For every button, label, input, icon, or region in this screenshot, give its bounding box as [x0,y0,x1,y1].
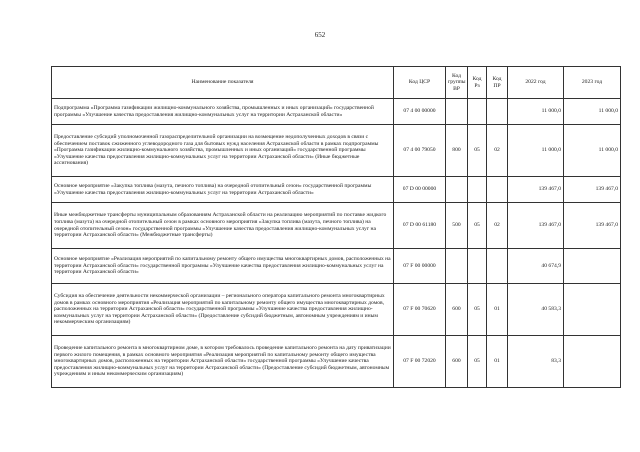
row-name: Иные межбюджетные трансферты муниципальным образованиям Астраханской области на реализацию мероприятий по поставке жидкого топлива (мазута) на очередной отопительный сезон в рамках основного мероприятия «Закупка топлива (мазута, печного топлива) на очередной отопительный сезон» государственной программы «Улучшение качества предоставления жилищно-коммунальных услуг на территории Астраханской области» (Межбюджетные трансферты) [52,203,394,249]
header-group: Код группы ВР [446,67,468,99]
header-2022: 2022 год [508,67,564,99]
table-row [52,249,621,284]
table-header-row [52,67,621,99]
row-name: Предоставление субсидий уполномоченной газораспределительной организации на возмещение недополученных доходов в связи с обеспечением поставок сжиженного углеводородного газа для бытовых нужд населения Астраханской области в рамках подпрограммы «Программа газификации жилищно-коммунального хозяйства, промышленных и иных организаций» государственной программы «Улучшение качества предоставления жилищно-коммунальных услуг на территории Астраханской области» (Иные бюджетные ассигнования) [52,125,394,177]
row-2023: 139 467,0 [564,203,621,249]
row-pr [487,99,508,125]
row-csr: 07 4 00 00000 [394,99,446,125]
row-2022: 83,3 [508,336,564,388]
row-name: Субсидия на обеспечение деятельности некоммерческой организации – регионального оператора капитального ремонта многоквартирных домов в рамках основного мероприятия «Реализация мероприятий по капитальному ремонту общего имущества многоквартирных домов, расположенных на территории Астраханской области» государственной программы «Улучшение качества предоставления жилищно-коммунальных услуг на территории Астраханской области» (Предоставление субсидий бюджетным, автономным учреждениям и иным некоммерческим организациям) [52,284,394,336]
row-2023 [564,284,621,336]
row-pr: 02 [487,125,508,177]
table-row [52,99,621,125]
table-row [52,177,621,203]
row-pr [487,177,508,203]
row-2023: 11 000,0 [564,125,621,177]
row-2022: 40 674,9 [508,249,564,284]
row-name: Основное мероприятие «Реализация мероприятий по капитальному ремонту общего имущества многоквартирных домов, расположенных на территории Астраханской области» государственной программы «Улучшение качества предоставления жилищно-коммунальных услуг на территории Астраханской области» [52,249,394,284]
row-name: Основное мероприятие «Закупка топлива (мазута, печного топлива) на очередной отопительный сезон» государственной программы «Улучшение качества предоставления жилищно-коммунальных услуг на территории Астраханской области» [52,177,394,203]
row-2022: 11 000,0 [508,125,564,177]
header-rz: Код Рз [468,67,487,99]
header-csr: Код ЦСР [394,67,446,99]
row-csr: 07 D 00 00000 [394,177,446,203]
header-name: Наименование показателя [52,67,394,99]
table-row [52,203,621,249]
row-rz: 05 [468,203,487,249]
row-pr: 02 [487,203,508,249]
row-2022: 40 583,3 [508,284,564,336]
row-rz [468,177,487,203]
row-csr: 07 D 00 61180 [394,203,446,249]
row-group [446,177,468,203]
row-csr: 07 F 00 70620 [394,284,446,336]
row-csr: 07 F 00 72020 [394,336,446,388]
row-group [446,249,468,284]
row-rz [468,249,487,284]
row-group: 600 [446,336,468,388]
row-2023 [564,336,621,388]
row-rz [468,99,487,125]
row-2023 [564,249,621,284]
row-name: Подпрограмма «Программа газификации жилищно-коммунального хозяйства, промышленных и иных организаций» государственной программы «Улучшение качества предоставления жилищно-коммунальных услуг на территории Астраханской области» [52,99,394,125]
row-rz: 05 [468,125,487,177]
row-2022: 139 467,0 [508,177,564,203]
row-csr: 07 4 00 79050 [394,125,446,177]
header-pr: Код ПР [487,67,508,99]
row-name: Проведение капитального ремонта в многоквартирном доме, в котором требовалось проведение капитального ремонта на дату приватизации первого жилого помещения, в рамках основного мероприятия «Реализация мероприятий по капитальному ремонту общего имущества многоквартирных домов, расположенных на территории Астраханской области» государственной программы «Улучшение качества предоставления жилищно-коммунальных услуг на территории Астраханской области» (Предоставление субсидий бюджетным, автономным учреждениям и иным некоммерческим организациям) [52,336,394,388]
table-row [52,284,621,336]
row-group: 800 [446,125,468,177]
row-2023: 139 467,0 [564,177,621,203]
table-row [52,125,621,177]
row-rz: 05 [468,284,487,336]
row-pr: 01 [487,336,508,388]
row-2023: 11 000,0 [564,99,621,125]
budget-table [51,66,621,388]
row-group [446,99,468,125]
header-2023: 2023 год [564,67,621,99]
row-rz: 05 [468,336,487,388]
row-2022: 11 000,0 [508,99,564,125]
row-csr: 07 F 00 00000 [394,249,446,284]
table-row [52,336,621,388]
row-group: 600 [446,284,468,336]
row-pr [487,249,508,284]
row-pr: 01 [487,284,508,336]
page-number: 652 [314,31,326,39]
row-group: 500 [446,203,468,249]
row-2022: 139 467,0 [508,203,564,249]
